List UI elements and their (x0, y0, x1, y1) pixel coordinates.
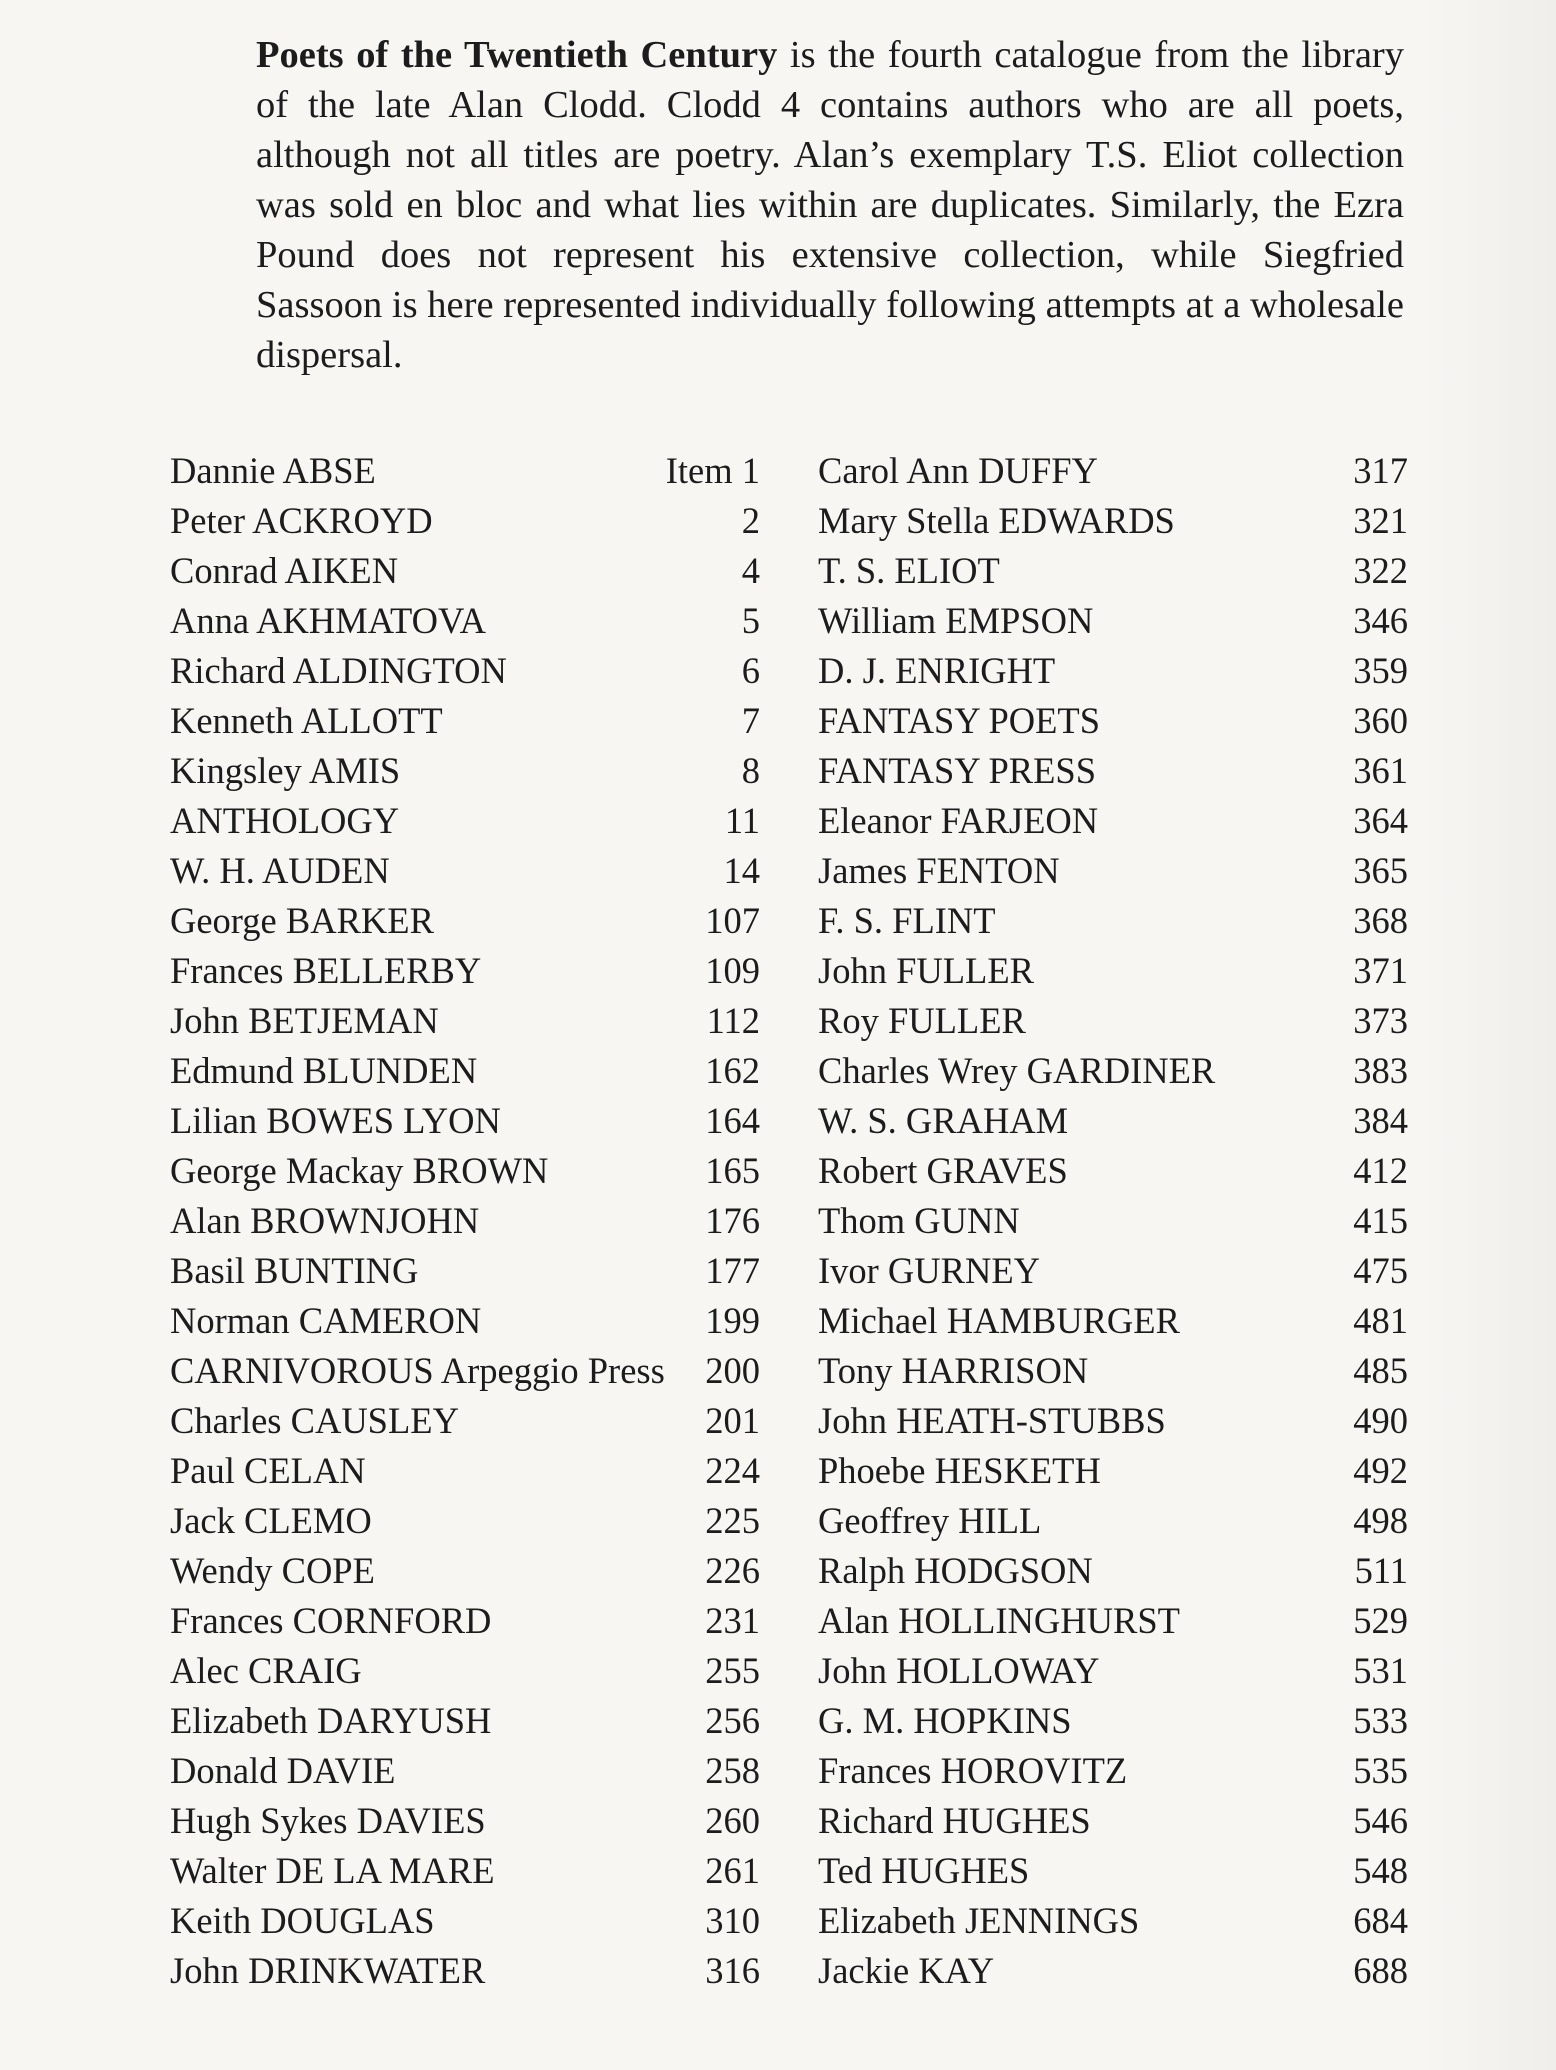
item-number: 548 (1353, 1850, 1408, 1891)
author-name: Mary Stella EDWARDS (818, 500, 1175, 541)
item-number: 688 (1353, 1950, 1408, 1991)
item-number: 368 (1353, 900, 1408, 941)
item-number: 14 (723, 850, 760, 891)
item-number: 360 (1353, 700, 1408, 741)
index-entry (818, 746, 1408, 796)
item-number: 371 (1353, 950, 1408, 991)
index-entry (818, 1046, 1408, 1096)
item-number: 490 (1353, 1400, 1408, 1441)
item-number: 107 (705, 900, 760, 941)
author-name: Elizabeth JENNINGS (818, 1900, 1140, 1941)
author-name: Charles Wrey GARDINER (818, 1050, 1216, 1091)
author-name: Tony HARRISON (818, 1350, 1089, 1391)
index-entry (170, 846, 760, 896)
index-entry (170, 896, 760, 946)
index-entry (818, 546, 1408, 596)
item-number: 225 (705, 1500, 760, 1541)
index-entry (170, 1846, 760, 1896)
item-number: 2 (741, 500, 760, 541)
item-number: 112 (706, 1000, 760, 1041)
item-number: 4 (741, 550, 760, 591)
author-name: Ted HUGHES (818, 1850, 1030, 1891)
author-name: T. S. ELIOT (818, 550, 1000, 591)
index-entry (818, 846, 1408, 896)
index-entry (818, 796, 1408, 846)
author-name: Conrad AIKEN (170, 550, 399, 591)
index-entry (170, 596, 760, 646)
index-entry (818, 1546, 1408, 1596)
item-number: 8 (741, 750, 760, 791)
index-entry (170, 1046, 760, 1096)
author-name: Dannie ABSE (170, 450, 376, 491)
author-name: Lilian BOWES LYON (170, 1100, 501, 1141)
author-name: Jack CLEMO (170, 1500, 372, 1541)
item-number: 7 (741, 700, 760, 741)
item-number: 415 (1353, 1200, 1408, 1241)
item-number: 485 (1353, 1350, 1408, 1391)
author-name: Ivor GURNEY (818, 1250, 1041, 1291)
index-entry (818, 1746, 1408, 1796)
author-name: Thom GUNN (818, 1200, 1020, 1241)
item-number: Item 1 (665, 450, 760, 491)
author-name: Keith DOUGLAS (170, 1900, 435, 1941)
index-entry (818, 1596, 1408, 1646)
index-entry (170, 1596, 760, 1646)
author-name: Geoffrey HILL (818, 1500, 1042, 1541)
index-entry (170, 796, 760, 846)
index-entry (818, 446, 1408, 496)
index-entry (818, 596, 1408, 646)
author-name: George BARKER (170, 900, 434, 941)
index-entry (170, 1296, 760, 1346)
author-name: Alec CRAIG (170, 1650, 362, 1691)
author-name: Frances HOROVITZ (818, 1750, 1128, 1791)
author-name: Frances BELLERBY (170, 950, 482, 991)
index-entry (818, 1446, 1408, 1496)
index-entry (818, 1246, 1408, 1296)
author-name: John DRINKWATER (170, 1950, 486, 1991)
index-entry (170, 1796, 760, 1846)
item-number: 316 (705, 1950, 760, 1991)
item-number: 261 (705, 1850, 760, 1891)
author-name: Peter ACKROYD (170, 500, 433, 541)
author-name: W. H. AUDEN (170, 850, 390, 891)
author-name: Wendy COPE (170, 1550, 375, 1591)
author-name: Carol Ann DUFFY (818, 450, 1098, 491)
author-name: Edmund BLUNDEN (170, 1050, 478, 1091)
item-number: 11 (724, 800, 760, 841)
item-number: 165 (705, 1150, 760, 1191)
item-number: 164 (705, 1100, 760, 1141)
author-name: Michael HAMBURGER (818, 1300, 1180, 1341)
item-number: 224 (705, 1450, 760, 1491)
author-name: Alan HOLLINGHURST (818, 1600, 1180, 1641)
item-number: 346 (1353, 600, 1408, 641)
index-entry (818, 1896, 1408, 1946)
author-name: ANTHOLOGY (170, 800, 400, 841)
index-entry (818, 1296, 1408, 1346)
author-name: D. J. ENRIGHT (818, 650, 1056, 691)
author-name: John BETJEMAN (170, 1000, 439, 1041)
index-entry (170, 1696, 760, 1746)
item-number: 5 (741, 600, 760, 641)
author-name: W. S. GRAHAM (818, 1100, 1069, 1141)
author-name: Eleanor FARJEON (818, 800, 1099, 841)
index-entry (818, 896, 1408, 946)
author-index-right-column (818, 446, 1408, 1996)
index-entry (170, 446, 760, 496)
item-number: 364 (1353, 800, 1408, 841)
item-number: 109 (705, 950, 760, 991)
index-entry (170, 1146, 760, 1196)
item-number: 384 (1353, 1100, 1408, 1141)
item-number: 511 (1354, 1550, 1408, 1591)
index-entry (818, 496, 1408, 546)
item-number: 177 (705, 1250, 760, 1291)
author-name: Kingsley AMIS (170, 750, 401, 791)
author-index-left-column (170, 446, 760, 1996)
item-number: 383 (1353, 1050, 1408, 1091)
item-number: 199 (705, 1300, 760, 1341)
author-name: Basil BUNTING (170, 1250, 419, 1291)
author-name: William EMPSON (818, 600, 1094, 641)
index-entry (170, 496, 760, 546)
item-number: 481 (1353, 1300, 1408, 1341)
author-name: Ralph HODGSON (818, 1550, 1093, 1591)
author-name: Robert GRAVES (818, 1150, 1068, 1191)
author-name: Jackie KAY (818, 1950, 995, 1991)
index-entry (170, 696, 760, 746)
index-entry (170, 1446, 760, 1496)
author-name: Charles CAUSLEY (170, 1400, 459, 1441)
author-name: John HOLLOWAY (818, 1650, 1100, 1691)
author-name: Alan BROWNJOHN (170, 1200, 480, 1241)
author-name: Kenneth ALLOTT (170, 700, 443, 741)
index-entry (818, 1846, 1408, 1896)
index-entry (170, 1746, 760, 1796)
item-number: 226 (705, 1550, 760, 1591)
index-entry (170, 746, 760, 796)
index-entry (818, 1196, 1408, 1246)
item-number: 260 (705, 1800, 760, 1841)
author-name: FANTASY POETS (818, 700, 1101, 741)
item-number: 359 (1353, 650, 1408, 691)
item-number: 162 (705, 1050, 760, 1091)
index-entry (170, 646, 760, 696)
author-name: George Mackay BROWN (170, 1150, 549, 1191)
index-entry (818, 1696, 1408, 1746)
author-name: John HEATH-STUBBS (818, 1400, 1166, 1441)
index-entry (818, 1646, 1408, 1696)
item-number: 365 (1353, 850, 1408, 891)
item-number: 546 (1353, 1800, 1408, 1841)
author-name: F. S. FLINT (818, 900, 996, 941)
index-entry (818, 1946, 1408, 1996)
item-number: 256 (705, 1700, 760, 1741)
item-number: 310 (705, 1900, 760, 1941)
author-name: Anna AKHMATOVA (170, 600, 487, 641)
index-entry (818, 696, 1408, 746)
index-entry (170, 1646, 760, 1696)
item-number: 533 (1353, 1700, 1408, 1741)
index-entry (818, 996, 1408, 1046)
index-entry (818, 1396, 1408, 1446)
author-name: Phoebe HESKETH (818, 1450, 1101, 1491)
item-number: 531 (1353, 1650, 1408, 1691)
author-name: Richard HUGHES (818, 1800, 1091, 1841)
index-entry (170, 546, 760, 596)
intro-paragraph (256, 30, 1404, 380)
author-name: Norman CAMERON (170, 1300, 482, 1341)
author-name: Hugh Sykes DAVIES (170, 1800, 486, 1841)
index-entry (170, 1346, 760, 1396)
item-number: 255 (705, 1650, 760, 1691)
index-entry (818, 1496, 1408, 1546)
item-number: 321 (1353, 500, 1408, 541)
item-number: 361 (1353, 750, 1408, 791)
author-name: G. M. HOPKINS (818, 1700, 1072, 1741)
index-entry (818, 1346, 1408, 1396)
item-number: 201 (705, 1400, 760, 1441)
item-number: 412 (1353, 1150, 1408, 1191)
index-entry (170, 1096, 760, 1146)
item-number: 258 (705, 1750, 760, 1791)
author-name: John FULLER (818, 950, 1034, 991)
item-number: 492 (1353, 1450, 1408, 1491)
author-name: Walter DE LA MARE (170, 1850, 495, 1891)
index-entry (170, 946, 760, 996)
index-entry (170, 1246, 760, 1296)
item-number: 176 (705, 1200, 760, 1241)
index-entry (170, 1396, 760, 1446)
author-name: Frances CORNFORD (170, 1600, 492, 1641)
index-entry (170, 1496, 760, 1546)
item-number: 200 (705, 1350, 760, 1391)
index-entry (818, 946, 1408, 996)
item-number: 529 (1353, 1600, 1408, 1641)
author-name: Richard ALDINGTON (170, 650, 507, 691)
index-entry (170, 1946, 760, 1996)
item-number: 498 (1353, 1500, 1408, 1541)
author-name: Donald DAVIE (170, 1750, 396, 1791)
index-entry (818, 646, 1408, 696)
item-number: 322 (1353, 550, 1408, 591)
item-number: 317 (1353, 450, 1408, 491)
author-name: CARNIVOROUS Arpeggio Press (170, 1350, 665, 1391)
index-entry (170, 1546, 760, 1596)
item-number: 6 (741, 650, 760, 691)
index-entry (818, 1796, 1408, 1846)
index-entry (818, 1146, 1408, 1196)
author-name: Paul CELAN (170, 1450, 366, 1491)
item-number: 373 (1353, 1000, 1408, 1041)
author-name: Roy FULLER (818, 1000, 1026, 1041)
item-number: 475 (1353, 1250, 1408, 1291)
index-entry (818, 1096, 1408, 1146)
author-name: James FENTON (818, 850, 1060, 891)
index-entry (170, 1896, 760, 1946)
item-number: 535 (1353, 1750, 1408, 1791)
index-entry (170, 996, 760, 1046)
catalogue-title: Poets of the Twentieth Century (256, 34, 778, 76)
index-entry (170, 1196, 760, 1246)
author-name: Elizabeth DARYUSH (170, 1700, 492, 1741)
item-number: 684 (1353, 1900, 1408, 1941)
author-name: FANTASY PRESS (818, 750, 1097, 791)
item-number: 231 (705, 1600, 760, 1641)
intro-text: is the fourth catalogue from the library of the late Alan Clodd. Clodd 4 contains authors who are all poets, although not all titles are poetry. Alan’s exemplary T.S. Eliot collection was sold en bloc and what lies within are duplicates. Similarly, the Ezra Pound does not represent his extensive collection, while Siegfried Sassoon is here represented individually following attempts at a wholesale dispersal. (256, 34, 1404, 376)
page-edge-shading (1420, 0, 1556, 2070)
